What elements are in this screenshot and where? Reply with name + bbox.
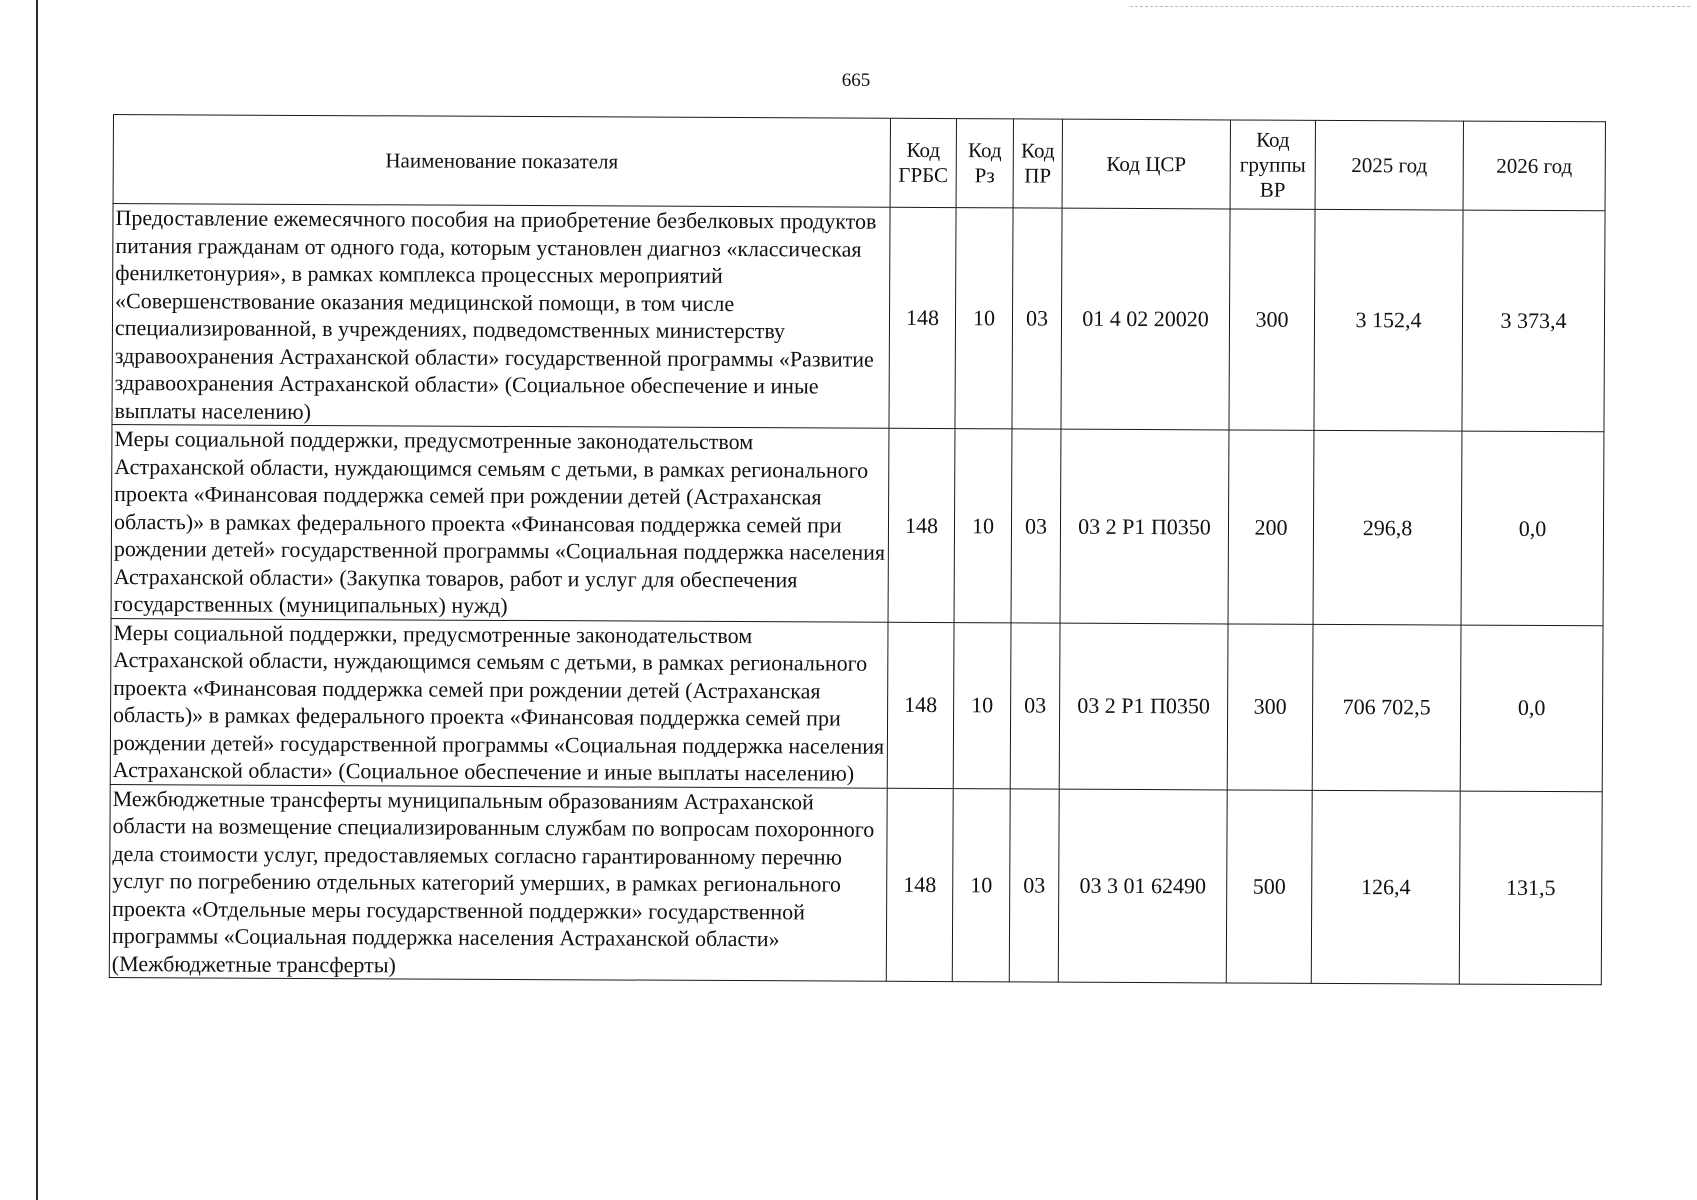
cell-2025: 126,4 bbox=[1311, 790, 1460, 984]
cell-csr: 03 2 Р1 П0350 bbox=[1060, 429, 1229, 623]
cell-name: Предоставление ежемесячного пособия на приобретение безбелковых продуктов питания гражданам от одного года, которым установлен диагноз «классическая фенилкетонурия», в рамках комплекса процессных мероприятий «Совершенствование оказания медицинской помощи, в том числе специализированной, в учреждениях, подведомственных министерству здравоохранения Астраханской области» государственной программы «Развитие здравоохранения Астраханской области» (Социальное обеспечение и иные выплаты населению) bbox=[112, 204, 890, 429]
cell-2025: 706 702,5 bbox=[1312, 624, 1461, 791]
table-row bbox=[109, 784, 1602, 985]
cell-grbs: 148 bbox=[887, 622, 954, 788]
cell-2025: 296,8 bbox=[1313, 430, 1462, 624]
cell-vr: 300 bbox=[1227, 623, 1313, 789]
header-pr: Код ПР bbox=[1013, 119, 1062, 208]
header-name: Наименование показателя bbox=[113, 115, 890, 208]
cell-rz: 10 bbox=[952, 788, 1010, 982]
table-header-row bbox=[113, 115, 1605, 211]
table-row bbox=[112, 204, 1605, 432]
cell-vr: 300 bbox=[1229, 209, 1315, 430]
header-csr: Код ЦСР bbox=[1062, 119, 1230, 209]
cell-name: Межбюджетные трансферты муниципальным образованиям Астраханской области на возмещение специализированным службам по вопросам похоронного дела стоимости услуг, предоставляемых согласно гарантированному перечню услуг по погребению отдельных категорий умерших, в рамках регионального проекта «Отдельные меры государственной поддержки» государственной программы «Социальная поддержка населения Астраханской области» (Межбюджетные трансферты) bbox=[109, 784, 887, 981]
cell-csr: 03 3 01 62490 bbox=[1058, 789, 1227, 983]
scan-edge-line bbox=[36, 0, 38, 1200]
header-rz: Код Рз bbox=[956, 119, 1013, 208]
cell-2025: 3 152,4 bbox=[1314, 209, 1463, 431]
scan-edge-dash bbox=[1130, 6, 1690, 8]
cell-grbs: 148 bbox=[886, 788, 953, 982]
cell-csr: 03 2 Р1 П0350 bbox=[1059, 623, 1228, 790]
cell-grbs: 148 bbox=[888, 428, 955, 622]
budget-table bbox=[109, 114, 1606, 985]
header-grbs: Код ГРБС bbox=[890, 118, 956, 207]
cell-vr: 200 bbox=[1228, 430, 1314, 624]
cell-2026: 131,5 bbox=[1459, 791, 1602, 985]
header-vr: Код группы ВР bbox=[1230, 120, 1315, 209]
cell-grbs: 148 bbox=[889, 207, 956, 428]
cell-csr: 01 4 02 20020 bbox=[1061, 208, 1230, 430]
cell-pr: 03 bbox=[1009, 788, 1059, 982]
cell-pr: 03 bbox=[1012, 208, 1062, 429]
cell-2026: 0,0 bbox=[1461, 431, 1604, 625]
cell-2026: 3 373,4 bbox=[1462, 210, 1605, 432]
cell-vr: 500 bbox=[1226, 789, 1312, 983]
header-2025: 2025 год bbox=[1315, 120, 1463, 210]
cell-name: Меры социальной поддержки, предусмотренные законодательством Астраханской области, нуждающимся семьям с детьми, в рамках регионального проекта «Финансовая поддержка семей при рождении детей (Астраханская область)» в рамках федерального проекта «Финансовая поддержка семей при рождении детей» государственной программы «Социальная поддержка населения Астраханской области» (Социальное обеспечение и иные выплаты населению) bbox=[110, 618, 888, 788]
cell-pr: 03 bbox=[1010, 622, 1060, 788]
table-row bbox=[110, 618, 1603, 791]
cell-rz: 10 bbox=[954, 429, 1012, 623]
table-row bbox=[111, 424, 1604, 625]
cell-rz: 10 bbox=[953, 622, 1011, 788]
cell-pr: 03 bbox=[1011, 429, 1061, 623]
cell-rz: 10 bbox=[955, 208, 1013, 429]
page-number: 665 bbox=[841, 70, 871, 91]
header-2026: 2026 год bbox=[1463, 121, 1605, 211]
cell-name: Меры социальной поддержки, предусмотренные законодательством Астраханской области, нуждающимся семьям с детьми, в рамках регионального проекта «Финансовая поддержка семей при рождении детей (Астраханская область)» в рамках федерального проекта «Финансовая поддержка семей при рождении детей» государственной программы «Социальная поддержка населения Астраханской области» (Закупка товаров, работ и услуг для обеспечения государственных (муниципальных) нужд) bbox=[111, 424, 889, 621]
cell-2026: 0,0 bbox=[1460, 625, 1603, 792]
